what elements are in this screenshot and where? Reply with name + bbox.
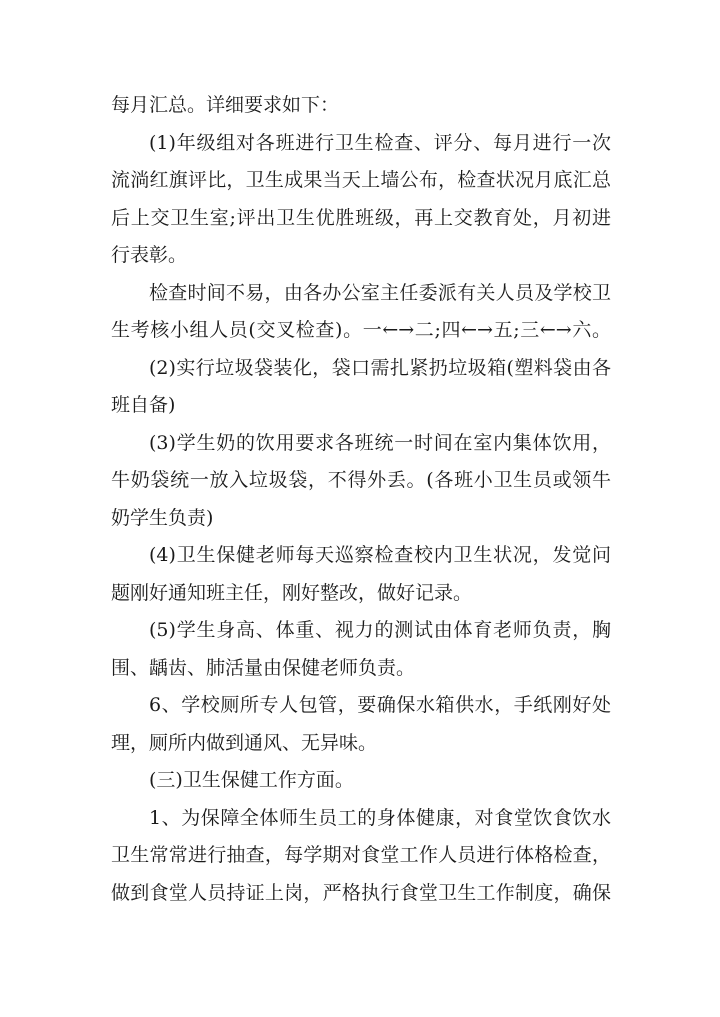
text-line: 卫生常常进行抽查，每学期对食堂工作人员进行体格检查， (111, 844, 611, 866)
text-line: 后上交卫生室;评出卫生优胜班级，再上交教育处，月初进 (111, 207, 611, 229)
text-line: 牛奶袋统一放入垃圾袋，不得外丢。(各班小卫生员或领牛 (111, 469, 611, 491)
text-line: (5)学生身高、体重、视力的测试由体育老师负责，胸 (149, 619, 611, 641)
text-line: (3)学生奶的饮用要求各班统一时间在室内集体饮用， (149, 432, 611, 454)
text-line: 生考核小组人员(交叉检查)。一←→二;四←→五;三←→六。 (111, 319, 611, 341)
text-line: 流淌红旗评比，卫生成果当天上墙公布，检查状况月底汇总 (111, 169, 611, 191)
text-line: (2)实行垃圾袋装化，袋口需扎紧扔垃圾箱(塑料袋由各 (149, 357, 611, 379)
text-line: 检查时间不易，由各办公室主任委派有关人员及学校卫 (149, 282, 611, 304)
text-line: 6、学校厕所专人包管，要确保水箱供水，手纸刚好处 (149, 694, 611, 716)
text-line: 题刚好通知班主任，刚好整改，做好记录。 (111, 582, 473, 604)
text-line: (4)卫生保健老师每天巡察检查校内卫生状况，发觉问 (149, 544, 611, 566)
text-line: 做到食堂人员持证上岗，严格执行食堂卫生工作制度，确保 (111, 882, 611, 904)
text-line: (1)年级组对各班进行卫生检查、评分、每月进行一次 (149, 132, 611, 154)
section-heading: (三)卫生保健工作方面。 (149, 769, 354, 791)
text-line: 班自备) (111, 394, 176, 416)
text-line: 围、龋齿、肺活量由保健老师负责。 (111, 657, 416, 679)
text-line: 理，厕所内做到通风、无异味。 (111, 732, 378, 754)
text-line: 行表彰。 (111, 244, 188, 266)
text-line: 1、为保障全体师生员工的身体健康，对食堂饮食饮水 (149, 807, 611, 829)
text-line: 奶学生负责) (111, 507, 214, 529)
text-line: 每月汇总。详细要求如下： (111, 94, 340, 116)
